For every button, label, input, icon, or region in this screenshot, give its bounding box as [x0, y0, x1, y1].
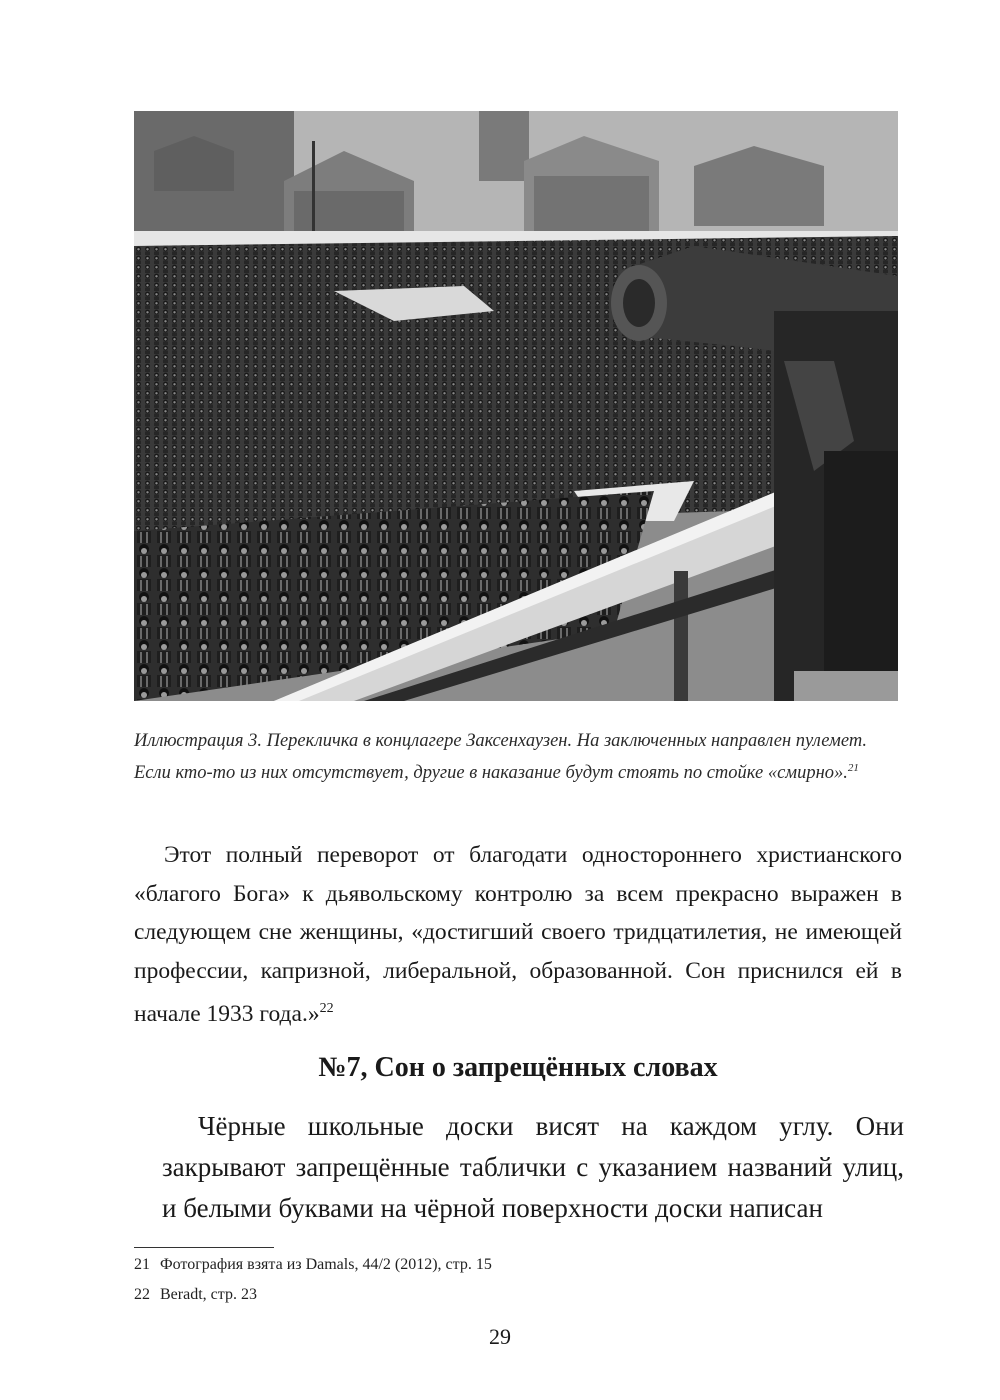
- section-heading: №7, Сон о запрещённых словах: [318, 1052, 718, 1083]
- footnote-number: 22: [134, 1286, 150, 1303]
- body-paragraph: [134, 836, 902, 1033]
- dream-text: Чёрные школьные доски висят на каждом углу. Они закрывают запрещённые таблички с указанием названий улиц, и белыми буквами на чёрной поверхности доски написан: [162, 1111, 904, 1223]
- paragraph-footnote-ref[interactable]: 22: [319, 1001, 334, 1016]
- caption-footnote-ref[interactable]: 21: [847, 762, 859, 774]
- footnote-22: [134, 1286, 257, 1304]
- footnote-text: Фотография взята из Damals, 44/2 (2012), стр. 15: [160, 1256, 492, 1273]
- footnote-21: [134, 1256, 492, 1274]
- footnote-divider: [134, 1247, 274, 1248]
- footnote-text: Beradt, стр. 23: [160, 1286, 257, 1303]
- photo-caption: [134, 728, 904, 787]
- dream-paragraph: [162, 1106, 904, 1229]
- paragraph-text: Этот полный переворот от благодати одностороннего христианского «благого Бога» к дьявольскому контролю за всем прекрасно выражен в следующем сне женщины, «достигший своего тридцатилетия, не имеющей профессии, капризной, либеральной, образованной. Сон приснился ей в начале 1933 года.»: [134, 842, 902, 1027]
- roll-call-photo: [134, 111, 898, 701]
- footnote-number: 21: [134, 1256, 150, 1273]
- caption-text: Иллюстрация 3. Перекличка в концлагере Заксенхаузен. На заключенных направлен пулемет. Если кто-то из них отсутствует, другие в наказание будут стоять по стойке «смирно».: [134, 731, 868, 784]
- page-number: 29: [489, 1324, 511, 1349]
